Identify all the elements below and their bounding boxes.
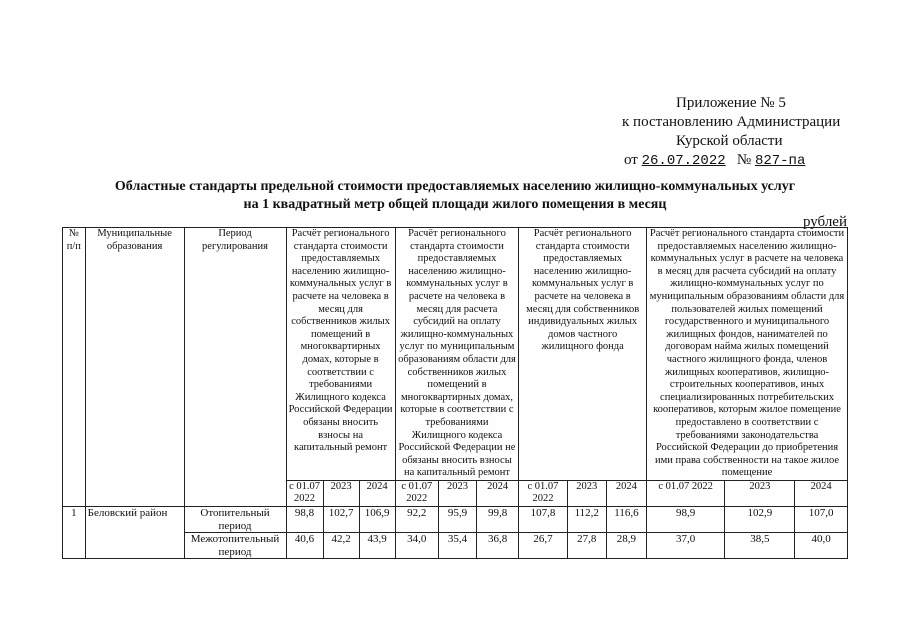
value-cell: 42,2 <box>323 533 359 559</box>
row-municipality: Беловский район <box>85 507 184 559</box>
value-cell: 98,8 <box>286 507 323 533</box>
title-line-2: на 1 квадратный метр общей площади жилого помещения в месяц <box>243 197 667 212</box>
year-g4-2: 2023 <box>725 480 795 506</box>
row-period-label: Отопительный период <box>184 507 286 533</box>
value-cell: 27,8 <box>567 533 606 559</box>
standards-table <box>62 227 848 559</box>
value-cell: 36,8 <box>477 533 519 559</box>
title-line-1: Областные стандарты предельной стоимости предоставляемых населению жилищно-коммунальных услуг <box>114 179 796 194</box>
year-g2-1: с 01.07 2022 <box>395 480 438 506</box>
value-cell: 40,6 <box>286 533 323 559</box>
value-cell: 95,9 <box>438 507 476 533</box>
value-cell: 112,2 <box>567 507 606 533</box>
value-cell: 98,9 <box>647 507 725 533</box>
header-period: Период регулирования <box>184 228 286 507</box>
unit-label: рублей <box>802 214 847 230</box>
year-g2-2: 2023 <box>438 480 476 506</box>
value-cell: 43,9 <box>359 533 395 559</box>
year-g4-1: с 01.07 2022 <box>647 480 725 506</box>
value-cell: 102,9 <box>725 507 795 533</box>
year-g1-1: с 01.07 2022 <box>286 480 323 506</box>
header-group-2: Расчёт регионального стандарта стоимости предоставляемых населению жилищно-коммунальных услуг в расчете на человека в месяц для расчета субсидий на оплату жилищно-коммунальных услуг по муниципальным образованиям области для собственников жилых помещений в многоквартирных домах, которые в соответствии с требованиями Жилищного кодекса Российской Федерации не обязаны вносить взносы на капитальный ремонт <box>395 228 519 481</box>
value-cell: 102,7 <box>323 507 359 533</box>
value-cell: 37,0 <box>647 533 725 559</box>
header-group-4: Расчёт регионального стандарта стоимости предоставляемых населению жилищно-коммунальных услуг в расчете на человека в месяц для расчета субсидий на оплату жилищно-коммунальных услуг по муниципальным образованиям области для пользователей жилых помещений государственного и муниципального жилищных фондов, нанимателей по договорам найма жилых помещений частного жилищного фонда, членов жилищных кооперативов, жилищно-строительных кооперативов, иных специализированных потребительских кооперативов, которым жилое помещение предоставлено в соответствии с требованиями законодательства Российской Федерации до приобретения ими права собственности на такое жилое помещение <box>647 228 848 481</box>
year-g1-3: 2024 <box>359 480 395 506</box>
value-cell: 99,8 <box>477 507 519 533</box>
value-cell: 38,5 <box>725 533 795 559</box>
year-g2-3: 2024 <box>477 480 519 506</box>
appendix-number: Приложение № 5 <box>676 95 786 111</box>
date-number-line <box>610 151 860 171</box>
header-municipality: Муниципальные образования <box>85 228 184 507</box>
approval-block <box>610 94 860 171</box>
header-group-1: Расчёт регионального стандарта стоимости предоставляемых населению жилищно-коммунальных услуг в расчете на человека в месяц для собственников жилых помещений в многоквартирных домах, которые в соответствии с требованиями Жилищного кодекса Российской Федерации обязаны вносить взносы на капитальный ремонт <box>286 228 395 481</box>
value-cell: 106,9 <box>359 507 395 533</box>
year-g3-2: 2023 <box>567 480 606 506</box>
table-row <box>63 507 848 533</box>
year-g3-3: 2024 <box>606 480 646 506</box>
resolution-date: 26.07.2022 <box>641 153 726 169</box>
header-num: № п/п <box>63 228 86 507</box>
value-cell: 26,7 <box>519 533 567 559</box>
number-prefix: № <box>736 152 752 168</box>
header-group-3: Расчёт регионального стандарта стоимости предоставляемых населению жилищно-коммунальных услуг в расчете на человека в месяц для собственников индивидуальных жилых домов частного жилищного фонда <box>519 228 647 481</box>
header-row <box>63 228 848 481</box>
resolution-ref: к постановлению Администрации <box>622 114 841 130</box>
year-g4-3: 2024 <box>795 480 848 506</box>
row-period-label: Межотопительный период <box>184 533 286 559</box>
value-cell: 107,8 <box>519 507 567 533</box>
resolution-number: 827-па <box>754 153 806 169</box>
value-cell: 116,6 <box>606 507 646 533</box>
row-num: 1 <box>63 507 86 559</box>
year-g3-1: с 01.07 2022 <box>519 480 567 506</box>
value-cell: 34,0 <box>395 533 438 559</box>
value-cell: 35,4 <box>438 533 476 559</box>
document-title <box>60 178 850 214</box>
date-prefix: от <box>624 152 638 168</box>
value-cell: 40,0 <box>795 533 848 559</box>
value-cell: 28,9 <box>606 533 646 559</box>
value-cell: 92,2 <box>395 507 438 533</box>
year-g1-2: 2023 <box>323 480 359 506</box>
value-cell: 107,0 <box>795 507 848 533</box>
region-name: Курской области <box>676 133 783 149</box>
